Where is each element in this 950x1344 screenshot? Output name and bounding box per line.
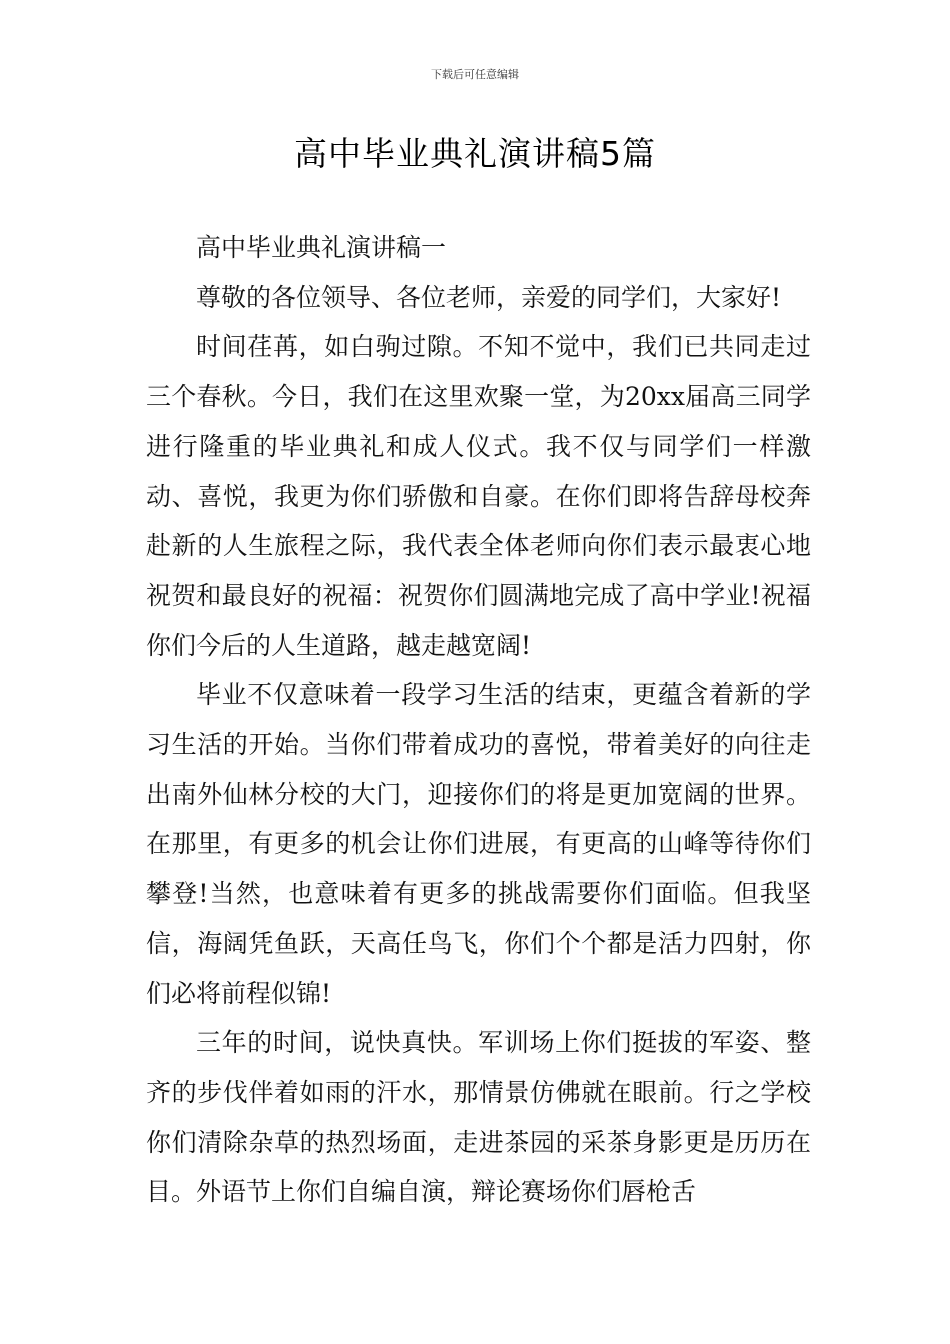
document-title: 高中毕业典礼演讲稿5篇 [294, 134, 656, 173]
section-heading: 高中毕业典礼演讲稿一 [196, 233, 447, 262]
body-paragraph: 毕业不仅意味着一段学习生活的结束，更蕴含着新的学习生活的开始。当你们带着成功的喜悦，带着美好的向往走出南外仙林分校的大门，迎接你们的将是更加宽阔的世界。在那里，有更多的机会让你们进展，有更高的山峰等待你们攀登!当然，也意味着有更多的挑战需要你们面临。但我坚信，海阔凭鱼跃，天高任鸟飞，你们个个都是活力四射，你们必将前程似锦! [146, 680, 811, 1008]
header-note: 下载后可任意编辑 [431, 68, 519, 81]
body-paragraph: 三年的时间，说快真快。军训场上你们挺拔的军姿、整齐的步伐伴着如雨的汗水，那情景仿佛就在眼前。行之学校你们清除杂草的热烈场面，走进茶园的采茶身影更是历历在目。外语节上你们自编自演，辩论赛场你们唇枪舌 [146, 1028, 811, 1207]
salutation-paragraph: 尊敬的各位领导、各位老师，亲爱的同学们，大家好! [196, 282, 782, 312]
body-paragraph: 时间荏苒，如白驹过隙。不知不觉中，我们已共同走过三个春秋。今日，我们在这里欢聚一堂，为20xx届高三同学进行隆重的毕业典礼和成人仪式。我不仅与同学们一样激动、喜悦，我更为你们骄傲和自豪。在你们即将告辞母校奔赴新的人生旅程之际，我代表全体老师向你们表示最衷心地祝贺和最良好的祝福：祝贺你们圆满地完成了高中学业!祝福你们今后的人生道路，越走越宽阔! [146, 332, 811, 660]
document-body [146, 223, 811, 1217]
